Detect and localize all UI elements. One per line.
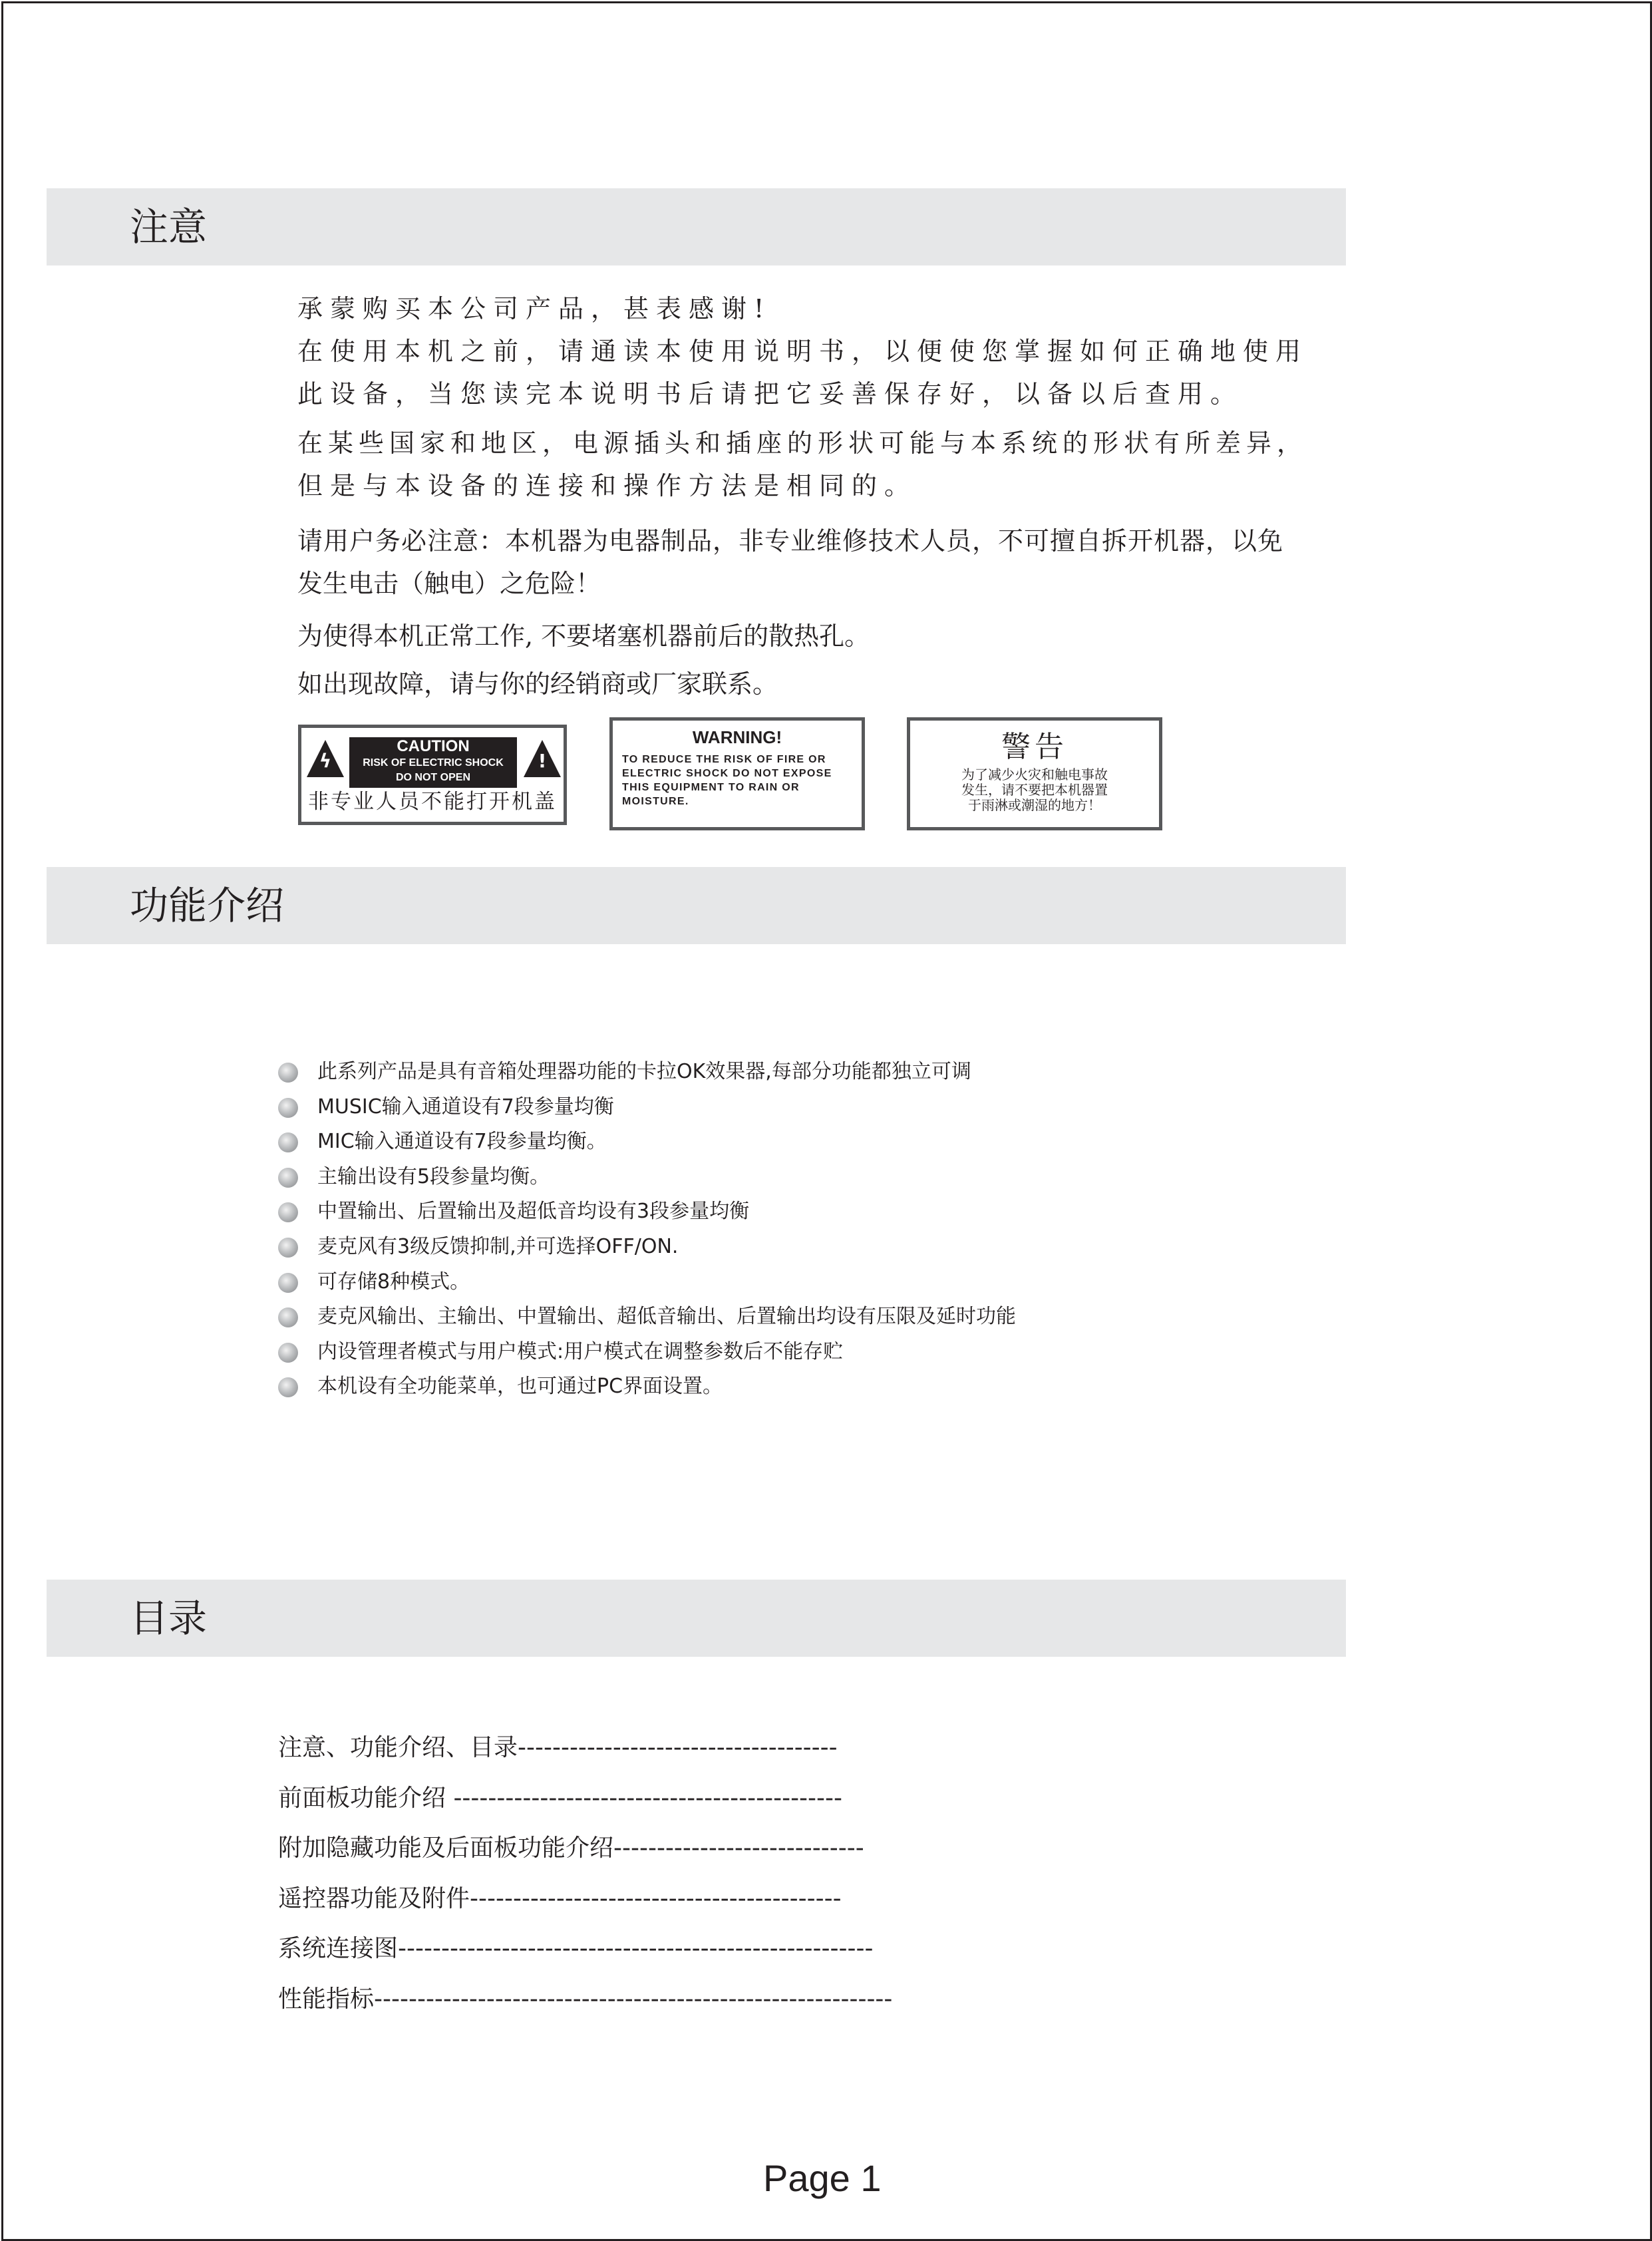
list-item [278,1335,1016,1370]
toc-entry[interactable]: 遥控器功能及附件------------------------------------------- [278,1884,842,1912]
notice-line: 发生电击（触电）之危险！ [297,569,601,598]
list-item [278,1160,1016,1195]
notice-title: 注意 [130,204,208,250]
caution-banner [349,737,517,788]
bullet-icon [278,1307,298,1327]
features-header [47,867,1346,944]
list-item [278,1090,1016,1125]
notice-line: 但是与本设备的连接和操作方法是相同的。 [297,471,917,500]
list-item [278,1124,1016,1160]
jinggao-text [939,767,1130,813]
notice-line: 为使得本机正常工作, 不要堵塞机器前后的散热孔。 [297,621,870,651]
notice-paragraph-4 [297,615,1339,657]
bullet-icon [278,1202,298,1222]
page-number: Page 1 [763,2157,882,2199]
notice-line: 如出现故障，请与你的经销商或厂家联系。 [297,669,778,699]
caution-label [298,725,567,825]
feature-text: 可存储8种模式。 [317,1270,470,1293]
table-of-contents [278,1723,892,2025]
bullet-icon [278,1132,298,1152]
feature-text: 麦克风输出、主输出、中置输出、超低音输出、后置输出均设有压限及延时功能 [317,1305,1016,1329]
feature-text: 此系列产品是具有音箱处理器功能的卡拉OK效果器,每部分功能都独立可调 [317,1060,971,1083]
features-title: 功能介绍 [130,883,285,928]
jinggao-line: 于雨淋或潮湿的地方！ [968,797,1101,813]
feature-text: MUSIC输入通道设有7段参量均衡 [317,1095,614,1119]
notice-line: 在使用本机之前，请通读本使用说明书，以便使您掌握如何正确地使用 [297,337,1309,366]
notice-header [47,188,1346,265]
bullet-icon [278,1168,298,1188]
caution-line-1: RISK OF ELECTRIC SHOCK [363,757,504,769]
lightning-glyph: ϟ [319,750,332,772]
toc-entry[interactable]: 性能指标------------------------------------------------------------ [278,1985,893,2013]
feature-text: 内设管理者模式与用户模式:用户模式在调整参数后不能存贮 [317,1339,844,1363]
bullet-icon [278,1343,298,1363]
caution-chinese-text: 非专业人员不能打开机盖 [308,790,557,814]
features-list [278,1055,1016,1405]
toc-entry[interactable]: 附加隐藏功能及后面板功能介绍----------------------------- [278,1834,864,1862]
bullet-icon [278,1377,298,1397]
notice-line: 此设备，当您读完本说明书后请把它妥善保存好，以备以后查用。 [297,379,1243,409]
list-item [278,1369,1016,1405]
bullet-icon [278,1238,298,1258]
notice-paragraph-3 [297,520,1339,605]
feature-text: MIC输入通道设有7段参量均衡。 [317,1130,607,1154]
notice-paragraph-2 [297,422,1339,507]
exclamation-glyph: ! [538,750,547,772]
jinggao-title: 警告 [1001,730,1068,764]
list-item [278,1055,1016,1090]
feature-text: 主输出设有5段参量均衡。 [317,1164,550,1188]
feature-text: 中置输出、后置输出及超低音均设有3段参量均衡 [317,1200,750,1224]
jinggao-line: 为了减少火灾和触电事故 [961,767,1108,782]
notice-line: 请用户务必注意：本机器为电器制品，非专业维修技术人员，不可擅自拆开机器，以免 [297,526,1284,556]
feature-text: 本机设有全功能菜单，也可通过PC界面设置。 [317,1375,723,1399]
list-item [278,1265,1016,1300]
toc-entry[interactable]: 系统连接图------------------------------------------------------- [278,1935,874,1963]
warning-text: TO REDUCE THE RISK OF FIRE OR ELECTRIC SHOCK DO NOT EXPOSE THIS EQUIPMENT TO RAIN OR MOISTURE. [622,754,832,807]
toc-title: 目录 [130,1596,208,1641]
notice-line: 承蒙购买本公司产品，甚表感谢! [297,294,772,323]
warning-title: WARNING! [692,727,782,747]
jinggao-label [907,717,1162,830]
caution-line-2: DO NOT OPEN [395,772,470,783]
warning-label [609,717,865,830]
caution-title: CAUTION [397,737,470,755]
list-item [278,1299,1016,1335]
notice-paragraph-1 [297,287,1339,415]
list-item [278,1230,1016,1265]
bullet-icon [278,1063,298,1083]
bullet-icon [278,1273,298,1293]
toc-entry[interactable]: 注意、功能介绍、目录------------------------------------- [278,1734,838,1761]
toc-entry[interactable]: 前面板功能介绍 --------------------------------------------- [278,1784,843,1812]
feature-text: 麦克风有3级反馈抑制,并可选择OFF/ON. [317,1234,679,1258]
toc-header [47,1580,1346,1657]
bullet-icon [278,1098,298,1118]
notice-paragraph-5 [297,663,1339,705]
notice-line: 在某些国家和地区，电源插头和插座的形状可能与本系统的形状有所差异， [297,429,1308,458]
list-item [278,1194,1016,1230]
jinggao-line: 发生，请不要把本机器置 [961,782,1108,798]
